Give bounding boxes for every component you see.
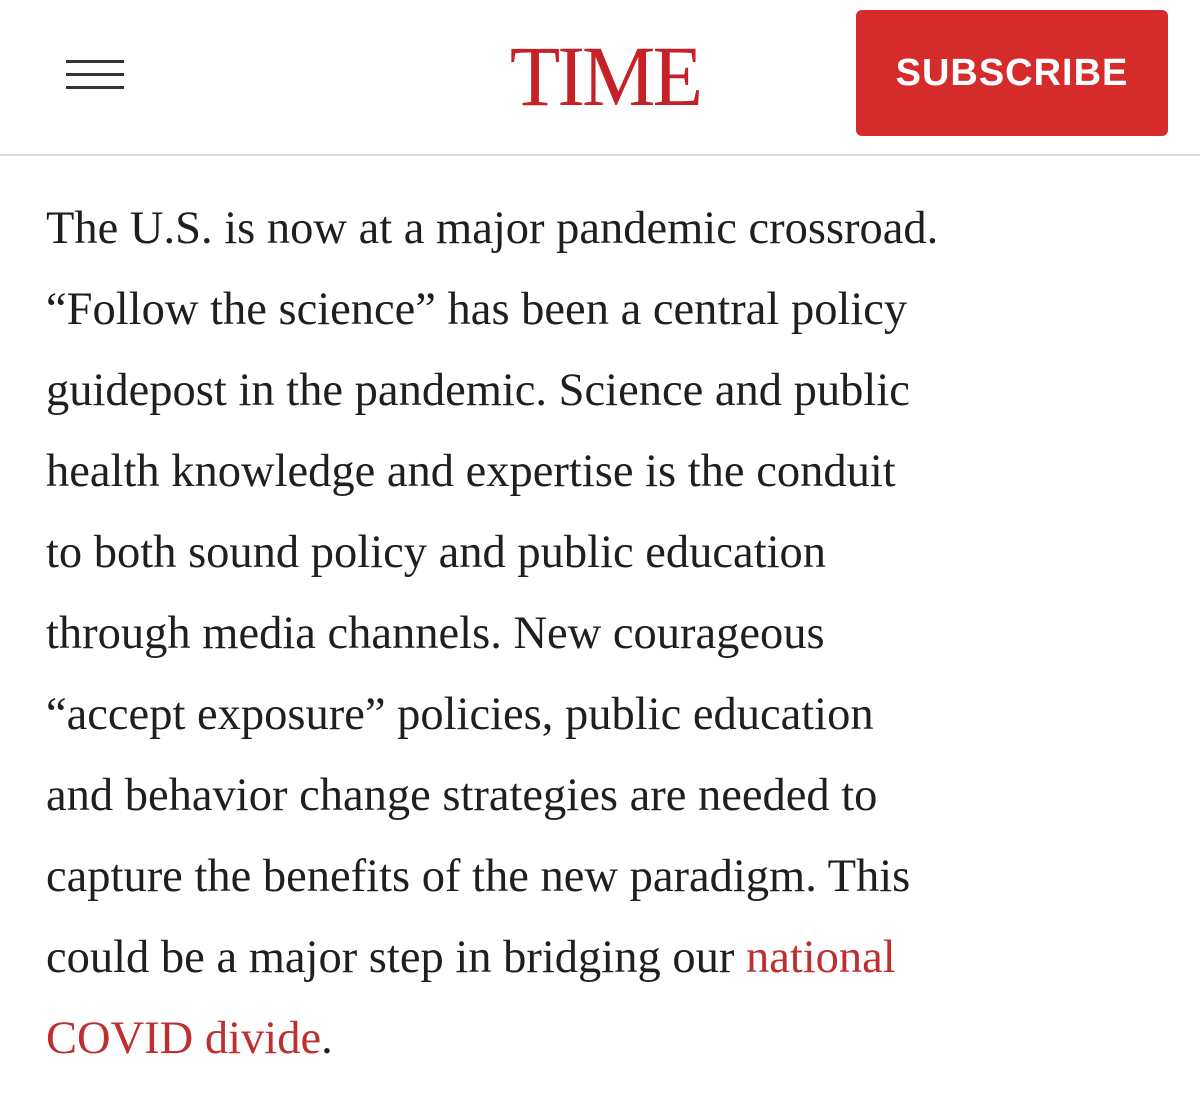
article-line: “accept exposure” policies, public education bbox=[46, 689, 874, 740]
article-line bbox=[46, 917, 1166, 998]
national-covid-divide-link-continued[interactable]: COVID divide bbox=[46, 1013, 322, 1064]
end-punctuation: . bbox=[321, 1013, 333, 1064]
menu-line bbox=[66, 73, 124, 76]
site-header bbox=[0, 0, 1200, 156]
menu-line bbox=[66, 86, 124, 89]
article-line: health knowledge and expertise is the conduit bbox=[46, 446, 896, 497]
article-line: guidepost in the pandemic. Science and public bbox=[46, 365, 910, 416]
subscribe-button[interactable]: SUBSCRIBE bbox=[856, 10, 1168, 136]
article-line: to both sound policy and public education bbox=[46, 527, 827, 578]
article-line-text: could be a major step in bridging our bbox=[46, 932, 746, 983]
article-line: through media channels. New courageous bbox=[46, 608, 825, 659]
article-line: “Follow the science” has been a central policy bbox=[46, 284, 908, 335]
article-line: and behavior change strategies are needed to bbox=[46, 770, 878, 821]
hamburger-menu-icon[interactable] bbox=[62, 54, 128, 94]
article-line: The U.S. is now at a major pandemic crossroad. bbox=[46, 203, 939, 254]
article-line bbox=[46, 998, 1166, 1079]
article-line: capture the benefits of the new paradigm. This bbox=[46, 851, 911, 902]
menu-line bbox=[66, 60, 124, 63]
article-body bbox=[46, 188, 1166, 1079]
time-logo[interactable]: TIME bbox=[509, 28, 701, 124]
national-covid-divide-link[interactable]: national bbox=[745, 932, 896, 983]
